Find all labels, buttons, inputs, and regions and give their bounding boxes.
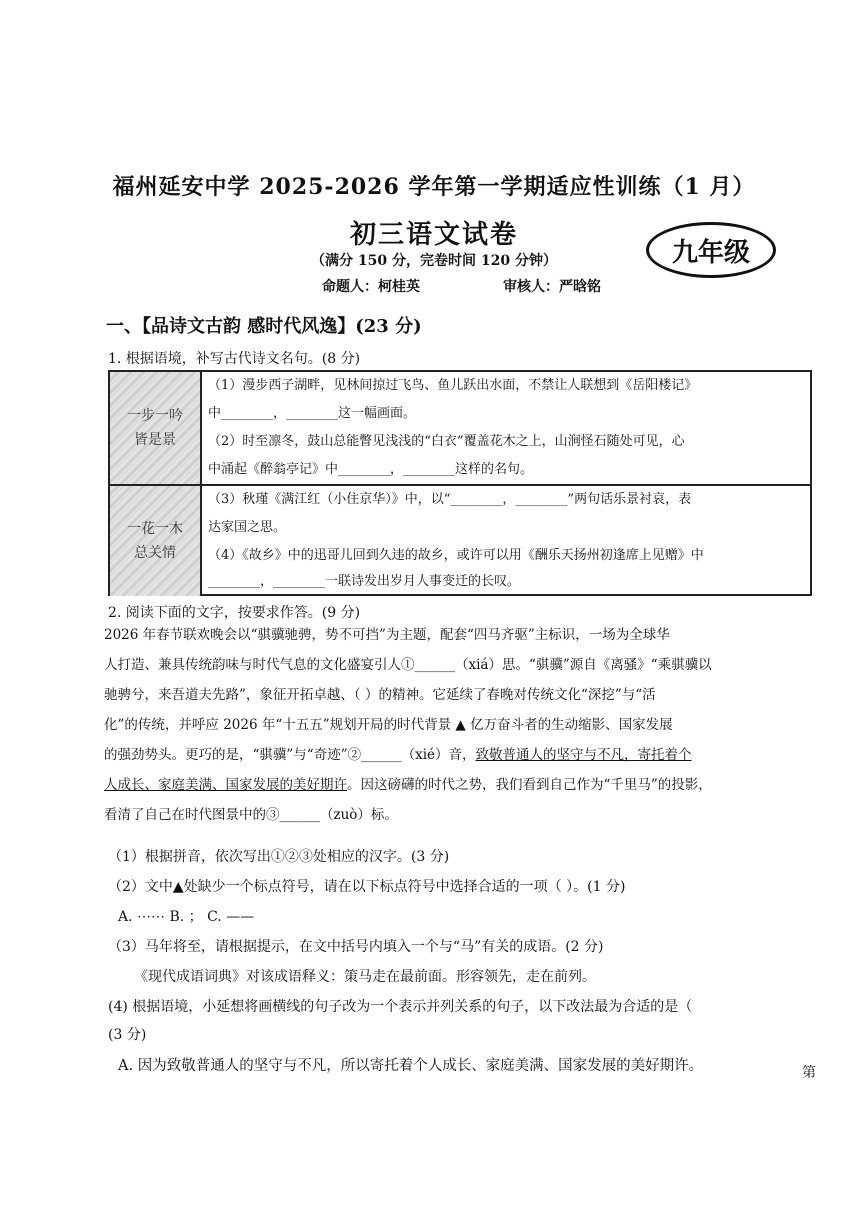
passage-line-5 <box>104 740 692 770</box>
page-mark: 第 <box>802 1065 816 1081</box>
passage-line-2: 人打造、兼具传统韵味与时代气息的文化盛宴引人①______（xiá）思。“骐骥”源自《离骚》“乘骐骥以 <box>104 657 712 673</box>
grade-stamp-text: 九年级 <box>671 237 750 268</box>
row2-label-line2: 总关情 <box>134 545 176 561</box>
table-vertical-divider <box>200 372 202 594</box>
row2-label-line1: 一花一木 <box>127 521 183 537</box>
q1-line-5: （3）秋瑾《满江红（小住京华）》中，以“________，________”两句话乐景衬哀，表 <box>208 492 692 507</box>
passage-line-4: 化”的传统，并呼应 2026 年“十五五”规划开局的时代背景 ▲ 亿万奋斗者的生动缩影、国家发展 <box>104 717 673 733</box>
passage-line-3: 驰骋兮，来吾道夫先路”，象征开拓卓越、（ ）的精神。它延续了春晚对传统文化“深挖”与“活 <box>104 687 656 703</box>
row1-label-line1: 一步一吟 <box>127 408 183 424</box>
question-1-stem: 1. 根据语境，补写古代诗文名句。(8 分) <box>108 351 361 367</box>
q1-line-1: （1）漫步西子湖畔，见林间掠过飞鸟、鱼儿跃出水面，不禁让人联想到《岳阳楼记》 <box>208 378 698 393</box>
section-1-title: 一、【品诗文古韵 感时代风逸】(23 分) <box>106 316 422 337</box>
subquestion-2: （2）文中▲处缺少一个标点符号，请在以下标点符号中选择合适的一项（ ）。(1 分) <box>108 879 626 895</box>
reviewer-line: 审核人：严晗铭 <box>503 279 601 295</box>
underlined-sentence-part2: 人成长、家庭美满、国家发展的美好期许 <box>104 777 347 793</box>
question-2-stem: 2. 阅读下面的文字，按要求作答。(9 分) <box>108 605 361 621</box>
q1-line-2: 中________，________这一幅画面。 <box>208 406 417 421</box>
grade-stamp <box>646 222 776 278</box>
author-line: 命题人：柯桂英 <box>322 279 420 295</box>
passage-line-1: 2026 年春节联欢晚会以“骐骥驰骋，势不可挡”为主题，配套“四马齐驱”主标识，一场为全球华 <box>104 627 670 643</box>
subquestion-4: (4) 根据语境，小延想将画横线的句子改为一个表示并列关系的句子，以下改法最为合适的是（ <box>108 999 693 1015</box>
school-title: 福州延安中学 2025-2026 学年第一学期适应性训练（1 月） <box>112 174 756 200</box>
subquestion-2-options: A. ⋯⋯ B. ； C. —— <box>118 909 255 925</box>
underlined-sentence-part1: 致敬普通人的坚守与不凡，寄托着个 <box>475 747 692 763</box>
q1-line-4: 中涌起《醉翁亭记》中________，________这样的名句。 <box>208 462 534 477</box>
exam-subtitle: （满分 150 分，完卷时间 120 分钟） <box>311 253 557 269</box>
q1-line-6: 达家国之思。 <box>208 520 287 535</box>
subquestion-4-option-a: A. 因为致敬普通人的坚守与不凡，所以寄托着个人成长、家庭美满、国家发展的美好期许。 <box>118 1058 704 1074</box>
passage-line-6-rest: 。因这磅礴的时代之势，我们看到自己作为“千里马”的投影， <box>347 777 712 793</box>
passage-line-7: 看清了自己在时代图景中的③______（zuò）标。 <box>104 807 398 823</box>
exam-title: 初三语文试卷 <box>349 220 518 250</box>
subquestion-3-hint: 《现代成语词典》对该成语释义：策马走在最前面。形容领先，走在前列。 <box>134 969 596 985</box>
row1-label-line2: 皆是景 <box>134 432 176 448</box>
row1-label <box>110 372 200 484</box>
passage-line-6 <box>104 770 712 800</box>
q1-line-7: （4）《故乡》中的迅哥儿回到久违的故乡，或许可以用《酬乐天扬州初逢席上见赠》中 <box>208 548 704 563</box>
row2-label <box>110 486 200 596</box>
subquestion-1: （1）根据拼音，依次写出①②③处相应的汉字。(3 分) <box>108 849 450 865</box>
q1-line-3: （2）时至凛冬，鼓山总能瞥见浅浅的“白衣”覆盖花木之上，山涧怪石随处可见，心 <box>208 434 685 449</box>
subquestion-3: （3）马年将至，请根据提示，在文中括号内填入一个与“马”有关的成语。(2 分) <box>108 939 604 955</box>
q1-line-8: ________，________一联诗发出岁月人事变迁的长叹。 <box>208 574 521 589</box>
poetry-table <box>108 370 812 596</box>
passage-line-5-text: 的强劲势头。更巧的是，“骐骥”与“奇迹”②______（xié）音， <box>104 747 476 763</box>
subquestion-4-score: (3 分) <box>108 1027 147 1043</box>
